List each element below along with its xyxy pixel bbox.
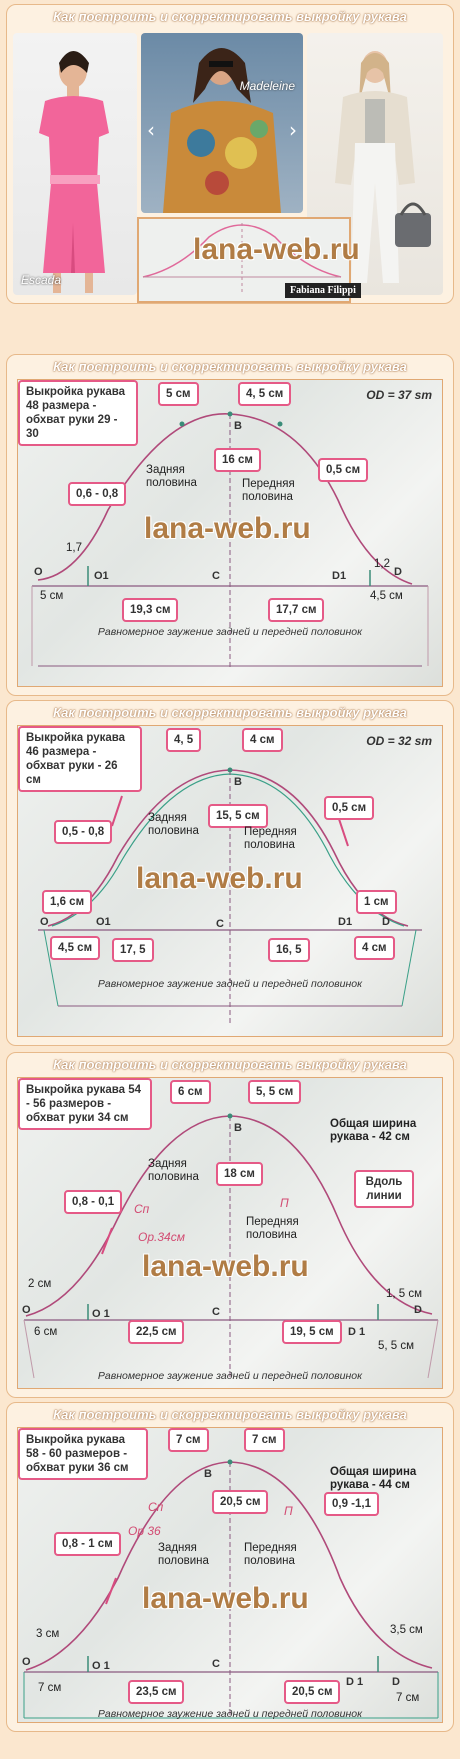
point-d: D bbox=[394, 566, 402, 578]
left-bottom: 5 см bbox=[40, 590, 64, 602]
right-height: 1 см bbox=[356, 890, 397, 914]
pattern-sheet bbox=[17, 1077, 443, 1389]
left-height: 3 см bbox=[36, 1628, 60, 1640]
point-o1: O1 bbox=[96, 916, 111, 928]
height-measure: 16 см bbox=[214, 448, 261, 472]
pattern-panel-58-60 bbox=[6, 1402, 454, 1732]
od-value: OD = 32 sm bbox=[366, 734, 432, 748]
point-d: D bbox=[382, 916, 390, 928]
left-height: 1,7 bbox=[66, 542, 82, 554]
point-b: B bbox=[234, 1122, 242, 1134]
height-measure: 18 см bbox=[216, 1162, 263, 1186]
point-b: B bbox=[234, 420, 242, 432]
left-height: 1,6 см bbox=[42, 890, 92, 914]
sleeve-header: Выкройка рукава 58 - 60 размеров - обхват руки 36 см bbox=[18, 1428, 148, 1480]
back-half-label: Задняя половина bbox=[148, 1158, 199, 1183]
front-offset: 0,5 см bbox=[318, 458, 368, 482]
top-right-measure: 4 см bbox=[242, 728, 283, 752]
front-half-label: Передняя половина bbox=[246, 1216, 299, 1241]
top-right-measure: 5, 5 см bbox=[248, 1080, 301, 1104]
handwritten-op: Op.34см bbox=[138, 1230, 185, 1244]
handwritten-op: Op 36 bbox=[128, 1524, 161, 1538]
front-half-label: Передняя половина bbox=[244, 826, 297, 851]
panel-watermark: lana-web.ru bbox=[136, 862, 303, 895]
right-height: 1, 5 см bbox=[386, 1288, 423, 1300]
handwritten-cp: Сп bbox=[148, 1500, 164, 1514]
svg-text:‹: ‹ bbox=[147, 118, 155, 142]
escada-dress-illustration bbox=[13, 33, 137, 295]
back-half-label: Задняя половина bbox=[148, 812, 199, 837]
pattern-sheet bbox=[17, 725, 443, 1037]
back-offset: 0,8 - 0,1 bbox=[64, 1190, 122, 1214]
height-measure: 15, 5 см bbox=[208, 804, 268, 828]
back-half-label: Задняя половина bbox=[158, 1542, 209, 1567]
pattern-panel-46 bbox=[6, 700, 454, 1046]
madeleine-blouse-illustration bbox=[141, 33, 303, 213]
point-o: O bbox=[40, 916, 49, 928]
point-d1: D1 bbox=[332, 570, 347, 582]
sleeve-header: Выкройка рукава 46 размера - обхват руки - 26 см bbox=[18, 726, 142, 792]
back-offset: 0,5 - 0,8 bbox=[54, 820, 112, 844]
handwritten-p: П bbox=[280, 1196, 289, 1210]
point-d1: D 1 bbox=[346, 1676, 364, 1688]
right-bottom: 7 см bbox=[396, 1692, 420, 1704]
point-o: O bbox=[22, 1304, 31, 1316]
od-value: OD = 37 sm bbox=[366, 388, 432, 402]
point-c: C bbox=[212, 1306, 220, 1318]
back-half-label: Задняя половина bbox=[146, 464, 197, 489]
top-left-measure: 5 см bbox=[158, 382, 199, 406]
point-d1: D 1 bbox=[348, 1326, 366, 1338]
front-width: 19, 5 см bbox=[282, 1320, 342, 1344]
back-offset: 0,8 - 1 см bbox=[54, 1532, 121, 1556]
left-bottom: 6 см bbox=[34, 1326, 58, 1338]
narrowing-note: Равномерное заужение задней и передней половинок bbox=[97, 1708, 363, 1720]
panel-watermark: lana-web.ru bbox=[142, 1250, 309, 1283]
right-bottom: 4,5 см bbox=[370, 590, 403, 602]
point-o1: O 1 bbox=[92, 1660, 110, 1672]
top-left-measure: 4, 5 bbox=[166, 728, 201, 752]
back-width: 19,3 см bbox=[122, 598, 178, 622]
front-offset: 0,9 -1,1 bbox=[324, 1492, 379, 1516]
handwritten-p: П bbox=[284, 1504, 293, 1518]
top-left-measure: 7 см bbox=[168, 1428, 209, 1452]
madeleine-caption: Madeleine bbox=[239, 79, 295, 93]
pattern-panel-48 bbox=[6, 354, 454, 696]
point-o: O bbox=[22, 1656, 31, 1668]
right-height: 3,5 см bbox=[390, 1624, 423, 1636]
pattern-sheet bbox=[17, 379, 443, 687]
point-d1: D1 bbox=[338, 916, 353, 928]
height-measure: 20,5 см bbox=[212, 1490, 268, 1514]
point-o1: O 1 bbox=[92, 1308, 110, 1320]
point-c: C bbox=[216, 918, 224, 930]
fabiana-caption: Fabiana Filippi bbox=[285, 283, 361, 298]
point-o: O bbox=[34, 566, 43, 578]
total-width-note: Общая ширина рукава - 42 см bbox=[330, 1118, 417, 1143]
panel-title: Как построить и скорректировать выкройку рукава bbox=[53, 359, 407, 374]
pattern-sheet bbox=[17, 1427, 443, 1723]
front-width: 17,7 см bbox=[268, 598, 324, 622]
handwritten-cp: Сп bbox=[134, 1202, 150, 1216]
point-d: D bbox=[392, 1676, 400, 1688]
panel-watermark: lana-web.ru bbox=[142, 1582, 309, 1615]
madeleine-photo bbox=[141, 33, 303, 213]
left-height: 2 см bbox=[28, 1278, 52, 1290]
pattern-panel-54-56 bbox=[6, 1052, 454, 1398]
sleeve-header: Выкройка рукава 48 размера - обхват руки 29 - 30 bbox=[18, 380, 138, 446]
left-bottom: 4,5 см bbox=[50, 936, 100, 960]
point-d: D bbox=[414, 1304, 422, 1316]
back-width: 23,5 см bbox=[128, 1680, 184, 1704]
front-width: 16, 5 bbox=[268, 938, 310, 962]
panel-watermark: lana-web.ru bbox=[144, 512, 311, 545]
sleeve-header: Выкройка рукава 54 - 56 размеров - обхват руки 34 см bbox=[18, 1078, 152, 1130]
panel-title: Как построить и скорректировать выкройку рукава bbox=[53, 705, 407, 720]
narrowing-note: Равномерное заужение задней и передней половинок bbox=[97, 978, 363, 990]
right-height: 1,2 bbox=[374, 558, 390, 570]
hero-title: Как построить и скорректировать выкройку рукава bbox=[53, 9, 407, 24]
hero-panel bbox=[6, 4, 454, 304]
svg-text:›: › bbox=[289, 118, 297, 142]
top-right-measure: 4, 5 см bbox=[238, 382, 291, 406]
hero-watermark: lana-web.ru bbox=[193, 233, 360, 266]
right-bottom: 4 см bbox=[354, 936, 395, 960]
narrowing-note: Равномерное заужение задней и передней половинок bbox=[97, 626, 363, 638]
front-offset: 0,5 см bbox=[324, 796, 374, 820]
top-left-measure: 6 см bbox=[170, 1080, 211, 1104]
along-line-note: Вдоль линии bbox=[354, 1170, 414, 1208]
narrowing-note: Равномерное заужение задней и передней половинок bbox=[97, 1370, 363, 1382]
panel-title: Как построить и скорректировать выкройку рукава bbox=[53, 1057, 407, 1072]
top-right-measure: 7 см bbox=[244, 1428, 285, 1452]
back-offset: 0,6 - 0,8 bbox=[68, 482, 126, 506]
front-half-label: Передняя половина bbox=[242, 478, 295, 503]
point-b: B bbox=[234, 776, 242, 788]
point-o1: O1 bbox=[94, 570, 109, 582]
front-half-label: Передняя половина bbox=[244, 1542, 297, 1567]
back-width: 17, 5 bbox=[112, 938, 154, 962]
panel-title: Как построить и скорректировать выкройку рукава bbox=[53, 1407, 407, 1422]
back-width: 22,5 см bbox=[128, 1320, 184, 1344]
point-c: C bbox=[212, 1658, 220, 1670]
point-b: B bbox=[204, 1468, 212, 1480]
escada-photo bbox=[13, 33, 137, 295]
left-bottom: 7 см bbox=[38, 1682, 62, 1694]
total-width-note: Общая ширина рукава - 44 см bbox=[330, 1466, 417, 1491]
front-width: 20,5 см bbox=[284, 1680, 340, 1704]
escada-caption: Escada bbox=[21, 273, 62, 287]
right-bottom: 5, 5 см bbox=[378, 1340, 415, 1352]
point-c: C bbox=[212, 570, 220, 582]
